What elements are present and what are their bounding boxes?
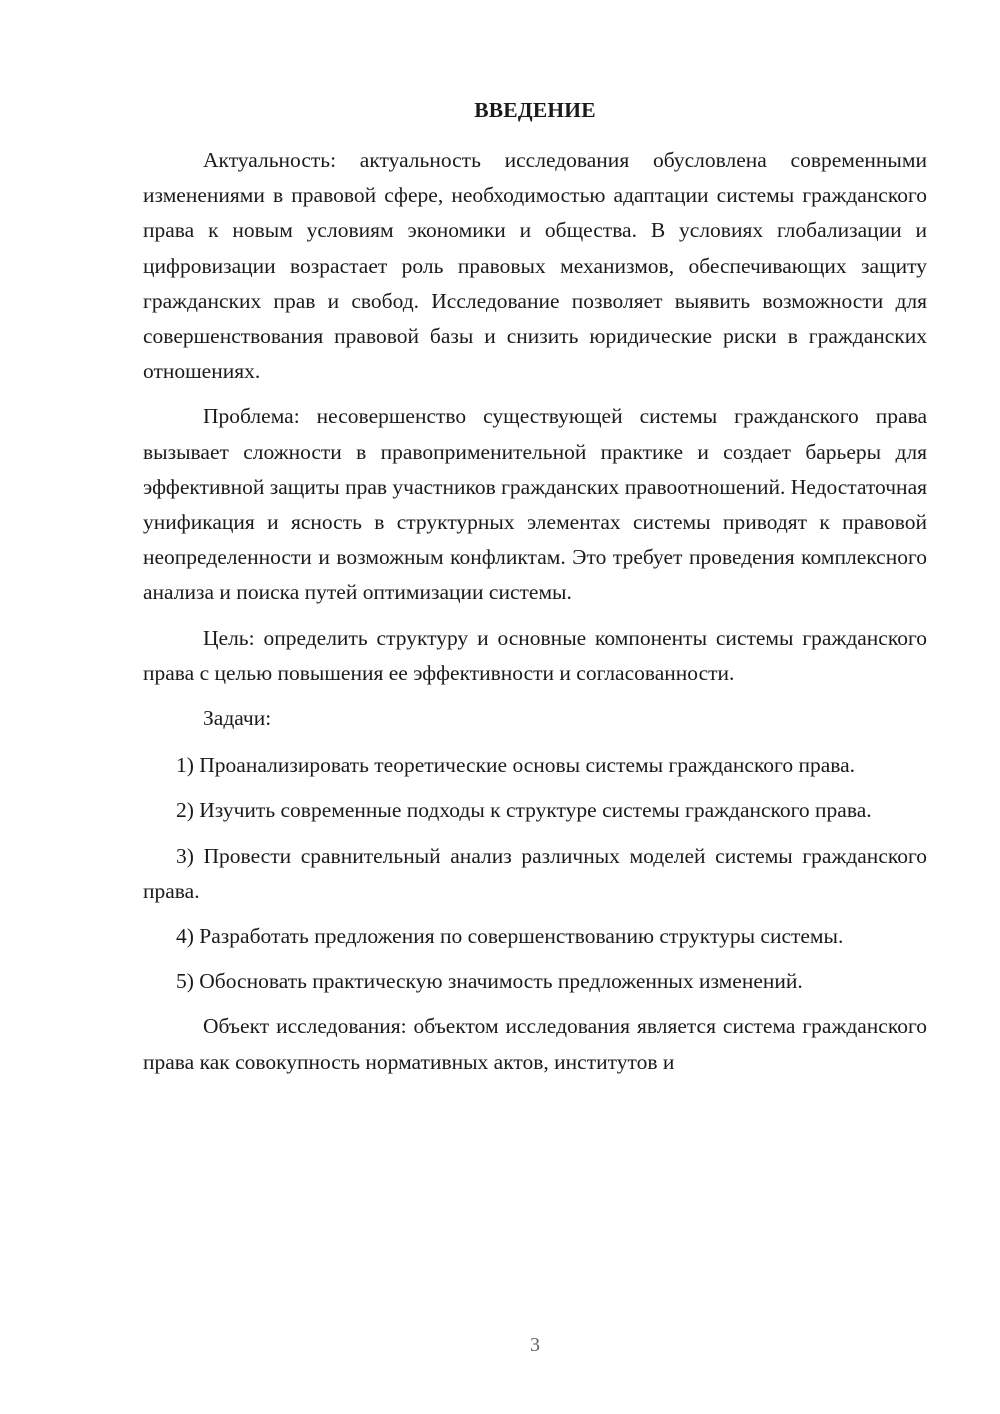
task-item-1: 1) Проанализировать теоретические основы системы гражданского права. — [176, 753, 856, 778]
task-item-3: 3) Провести сравнительный анализ различных моделей системы гражданского права. — [143, 843, 927, 903]
tasks-label: Задачи: — [203, 706, 272, 731]
paragraph-relevance: Актуальность: актуальность исследования обусловлена современными изменениями в правовой сфере, необходимостью адаптации системы гражданского права к новым условиям экономики и общества. В условиях глобализации и цифровизации возрастает роль правовых механизмов, обеспечивающих защиту гражданских прав и свобод. Исследование позволяет выявить возможности для совершенствования правовой базы и снизить юридические риски в гражданских отношениях. — [143, 148, 927, 384]
paragraph-object: Объект исследования: объектом исследования является система гражданского права как совокупность нормативных актов, институтов и — [143, 1014, 927, 1074]
paragraph-goal: Цель: определить структуру и основные компоненты системы гражданского права с целью повышения ее эффективности и согласованности. — [143, 625, 927, 685]
task-item-5: 5) Обосновать практическую значимость предложенных изменений. — [176, 969, 803, 994]
page-number: 3 — [530, 1334, 540, 1356]
tasks-list — [143, 748, 927, 999]
task-item-4: 4) Разработать предложения по совершенствованию структуры системы. — [176, 924, 844, 949]
paragraph-problem: Проблема: несовершенство существующей системы гражданского права вызывает сложности в правоприменительной практике и создает барьеры для эффективной защиты прав участников гражданских правоотношений. Недостаточная унификация и ясность в структурных элементах системы приводят к правовой неопределенности и возможным конфликтам. Это требует проведения комплексного анализа и поиска путей оптимизации системы. — [143, 404, 927, 605]
section-heading: ВВЕДЕНИЕ — [474, 98, 596, 122]
page-content — [143, 95, 927, 1090]
task-item-2: 2) Изучить современные подходы к структуре системы гражданского права. — [176, 798, 872, 823]
